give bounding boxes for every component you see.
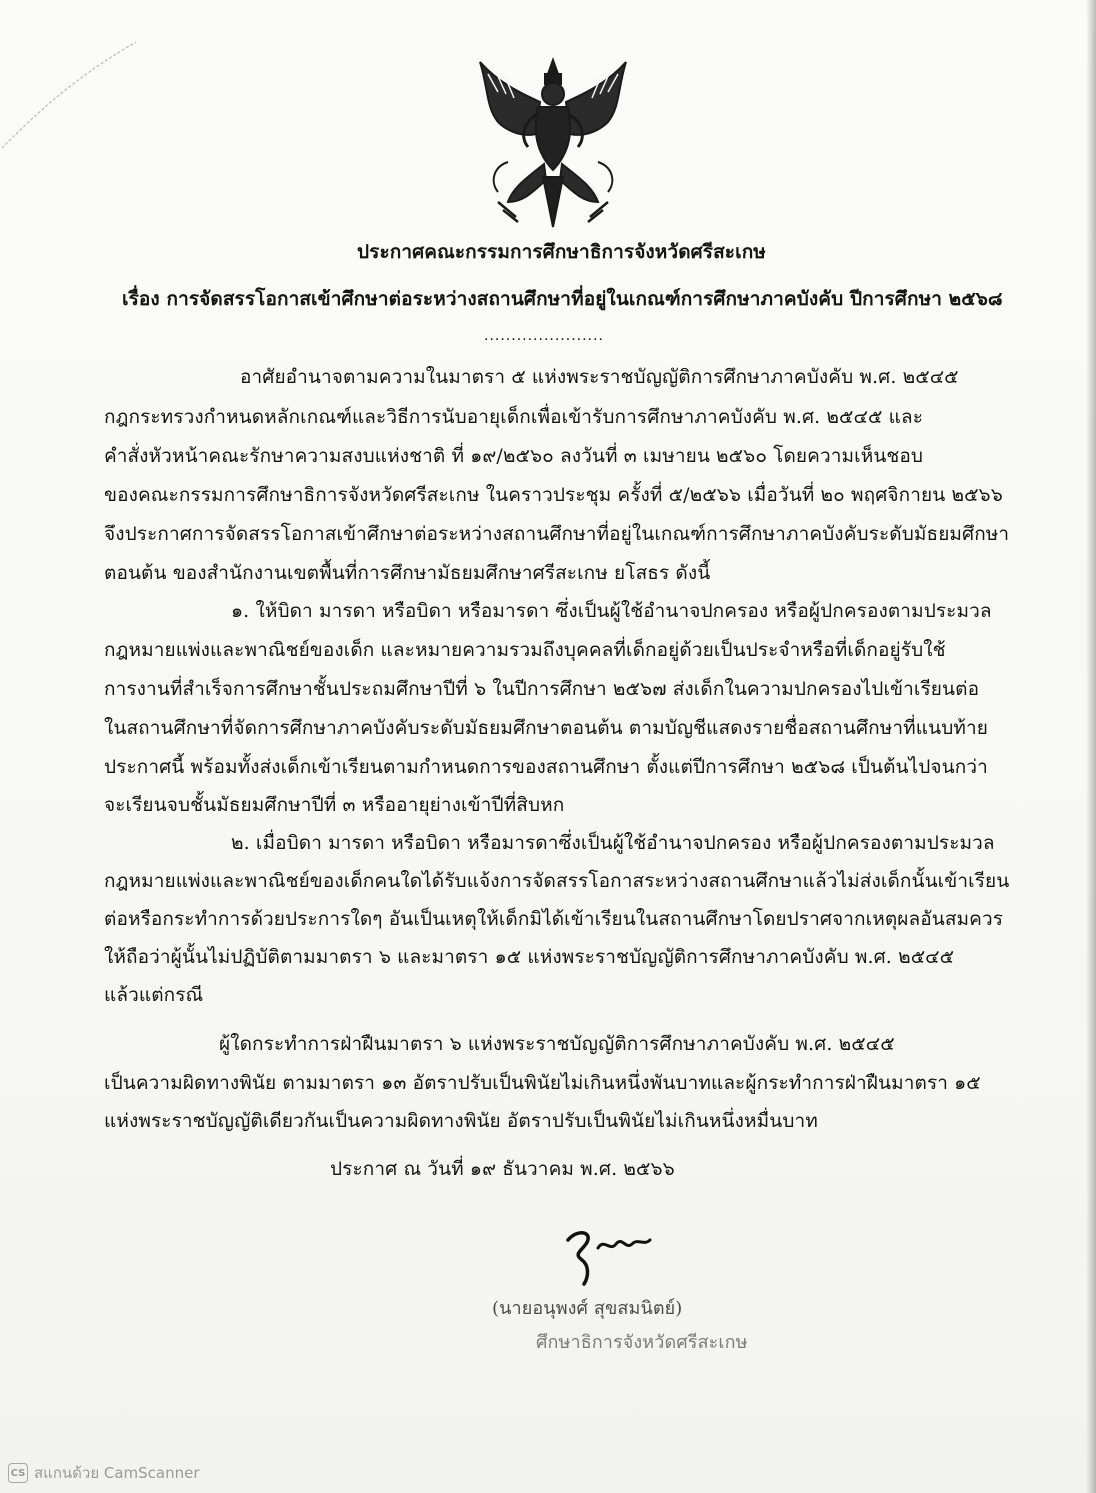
intro-line-2: กฎกระทรวงกำหนดหลักเกณฑ์และวิธีการนับอายุเด็กเพื่อเข้ารับการศึกษาภาคบังคับ พ.ศ. ๒๕๔๕ และ <box>104 406 924 428</box>
item2-line-2: กฎหมายแพ่งและพาณิชย์ของเด็กคนใดได้รับแจ้งการจัดสรรโอกาสระหว่างสถานศึกษาแล้วไม่ส่งเด็กนั้นเข้าเรียน <box>104 870 1010 892</box>
camscanner-watermark <box>8 1462 200 1484</box>
garuda-emblem-icon <box>468 52 638 242</box>
penalty-line-1: ผู้ใดกระทำการฝ่าฝืนมาตรา ๖ แห่งพระราชบัญญัติการศึกษาภาคบังคับ พ.ศ. ๒๕๔๕ <box>219 1033 895 1055</box>
announce-date: ประกาศ ณ วันที่ ๑๙ ธันวาคม พ.ศ. ๒๕๖๖ <box>330 1158 675 1180</box>
item1-line-3: การงานที่สำเร็จการศึกษาชั้นประถมศึกษาปีที่ ๖ ในปีการศึกษา ๒๕๖๗ ส่งเด็กในความปกครองไปเข้าเรียนต่อ <box>104 678 980 700</box>
item2-line-1: ๒. เมื่อบิดา มารดา หรือบิดา หรือมารดาซึ่งเป็นผู้ใช้อำนาจปกครอง หรือผู้ปกครองตามประมวล <box>231 832 995 854</box>
signer-position: ศึกษาธิการจังหวัดศรีสะเกษ <box>536 1332 748 1353</box>
item1-line-4: ในสถานศึกษาที่จัดการศึกษาภาคบังคับระดับมัธยมศึกษาตอนต้น ตามบัญชีแสดงรายชื่อสถานศึกษาที่แนบท้าย <box>104 717 988 739</box>
item1-line-6: จะเรียนจบชั้นมัธยมศึกษาปีที่ ๓ หรืออายุย่างเข้าปีที่สิบหก <box>104 794 565 816</box>
item1-line-5: ประกาศนี้ พร้อมทั้งส่งเด็กเข้าเรียนตามกำหนดการของสถานศึกษา ตั้งแต่ปีการศึกษา ๒๕๖๘ เป็นต้นไปจนกว่า <box>104 756 988 778</box>
intro-line-5: จึงประกาศการจัดสรรโอกาสเข้าศึกษาต่อระหว่างสถานศึกษาที่อยู่ในเกณฑ์การศึกษาภาคบังคับระดับมัธยมศึกษา <box>104 523 1010 545</box>
announcement-title: ประกาศคณะกรรมการศึกษาธิการจังหวัดศรีสะเกษ <box>357 241 766 263</box>
camscanner-logo-icon: CS <box>8 1463 28 1483</box>
announcement-subject: เรื่อง การจัดสรรโอกาสเข้าศึกษาต่อระหว่างสถานศึกษาที่อยู่ในเกณฑ์การศึกษาภาคบังคับ ปีการศึกษา ๒๕๖๘ <box>122 288 1003 310</box>
item1-line-2: กฎหมายแพ่งและพาณิชย์ของเด็ก และหมายความรวมถึงบุคคลที่เด็กอยู่ด้วยเป็นประจำหรือที่เด็กอยู่รับใช้ <box>104 639 946 661</box>
separator-dots: ...................... <box>484 328 604 344</box>
penalty-line-3: แห่งพระราชบัญญัติเดียวกันเป็นความผิดทางพินัย อัตราปรับเป็นพินัยไม่เกินหนึ่งหมื่นบาท <box>104 1110 818 1132</box>
scan-corner-mark <box>0 40 140 160</box>
item2-line-3: ต่อหรือกระทำการด้วยประการใดๆ อันเป็นเหตุให้เด็กมิได้เข้าเรียนในสถานศึกษาโดยปราศจากเหตุผลอันสมควร <box>104 908 1004 930</box>
intro-line-3: คำสั่งหัวหน้าคณะรักษาความสงบแห่งชาติ ที่ ๑๙/๒๕๖๐ ลงวันที่ ๓ เมษายน ๒๕๖๐ โดยความเห็นชอบ <box>104 445 924 467</box>
penalty-line-2: เป็นความผิดทางพินัย ตามมาตรา ๑๓ อัตราปรับเป็นพินัยไม่เกินหนึ่งพันบาทและผู้กระทำการฝ่าฝืนมาตรา ๑๕ <box>104 1072 981 1094</box>
intro-line-6: ตอนต้น ของสำนักงานเขตพื้นที่การศึกษามัธยมศึกษาศรีสะเกษ ยโสธร ดังนี้ <box>104 562 711 584</box>
signer-name: (นายอนุพงศ์ สุขสมนิตย์) <box>492 1298 683 1319</box>
scan-edge-shadow <box>1086 0 1096 1493</box>
camscanner-text: สแกนด้วย CamScanner <box>34 1464 200 1482</box>
item2-line-5: แล้วแต่กรณี <box>104 984 204 1006</box>
intro-line-1: อาศัยอำนาจตามความในมาตรา ๕ แห่งพระราชบัญญัติการศึกษาภาคบังคับ พ.ศ. ๒๕๔๕ <box>240 366 959 388</box>
item1-line-1: ๑. ให้บิดา มารดา หรือบิดา หรือมารดา ซึ่งเป็นผู้ใช้อำนาจปกครอง หรือผู้ปกครองตามประมวล <box>231 600 992 622</box>
handwritten-signature <box>560 1218 660 1288</box>
item2-line-4: ให้ถือว่าผู้นั้นไม่ปฏิบัติตามมาตรา ๖ และมาตรา ๑๕ แห่งพระราชบัญญัติการศึกษาภาคบังคับ พ.ศ. ๒๕๔๕ <box>104 946 955 968</box>
intro-line-4: ของคณะกรรมการศึกษาธิการจังหวัดศรีสะเกษ ในคราวประชุม ครั้งที่ ๕/๒๕๖๖ เมื่อวันที่ ๒๐ พฤศจิกายน ๒๕๖๖ <box>104 484 1003 506</box>
